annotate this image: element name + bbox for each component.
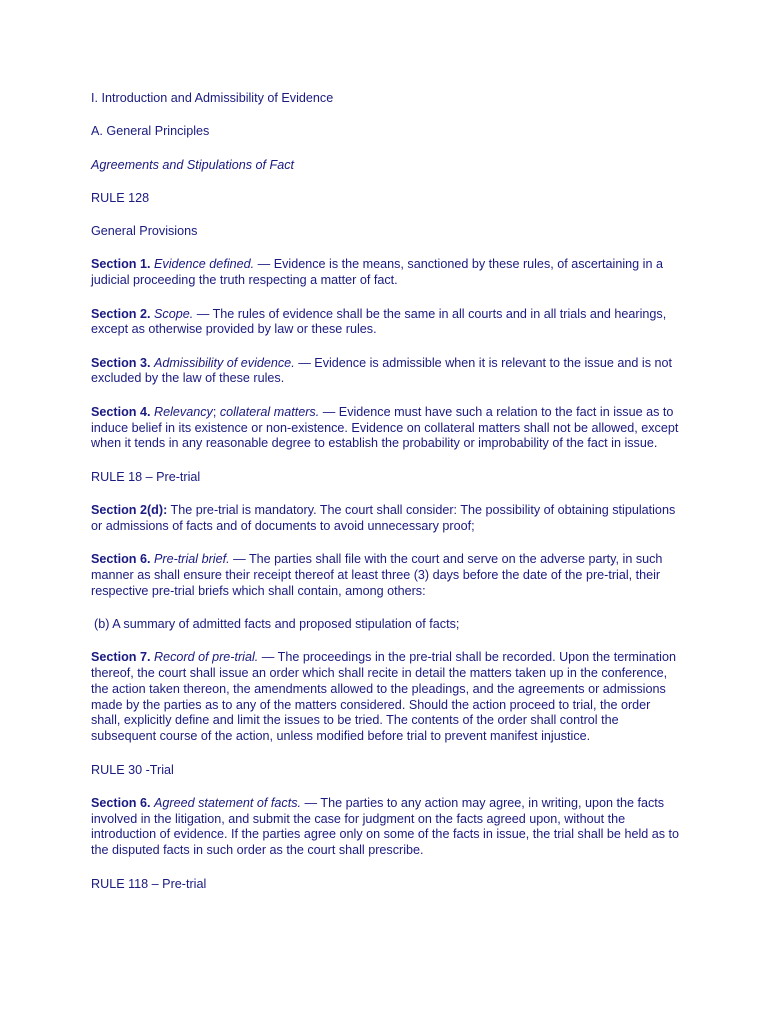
section-3-paragraph bbox=[91, 356, 681, 388]
section-title-separator: ; bbox=[212, 404, 220, 419]
section-4-paragraph bbox=[91, 405, 681, 452]
section-label: Section 1. bbox=[91, 257, 151, 272]
section-body: — The rules of evidence shall be the same in all courts and in all trials and hearings, except as otherwise provided by law or these rules. bbox=[91, 306, 667, 337]
rule-18-heading: RULE 18 – Pre-trial bbox=[91, 469, 201, 484]
section-title: Admissibility of evidence. bbox=[154, 355, 295, 370]
section-label: Section 7. bbox=[91, 650, 151, 665]
section-label: Section 2. bbox=[91, 306, 151, 321]
subheading: A. General Principles bbox=[91, 124, 210, 139]
section-label: Section 6. bbox=[91, 795, 151, 810]
section-6-brief-paragraph bbox=[91, 552, 681, 599]
section-title: Pre-trial brief. bbox=[154, 552, 230, 567]
rule-118-heading: RULE 118 – Pre-trial bbox=[91, 876, 207, 891]
section-body: — The parties shall file with the court and serve on the adverse party, in such manner as shall ensure their receipt thereof at least three (3) days before the date of the pre-trial, their respective pre-trial briefs which shall contain, among others: bbox=[91, 552, 663, 598]
section-title-collateral: collateral matters. bbox=[219, 404, 320, 419]
section-body: The pre-trial is mandatory. The court shall consider: The possibility of obtaining stipulations or admissions of facts and of documents to avoid unnecessary proof; bbox=[91, 502, 676, 533]
section-title: Evidence defined. bbox=[154, 257, 255, 272]
topic-heading: Agreements and Stipulations of Fact bbox=[91, 157, 295, 172]
section-title: Scope. bbox=[154, 306, 194, 321]
general-provisions-heading: General Provisions bbox=[91, 224, 198, 239]
rule-30-heading: RULE 30 -Trial bbox=[91, 762, 174, 777]
section-body: — Evidence is the means, sanctioned by these rules, of ascertaining in a judicial proceeding the truth respecting a matter of fact. bbox=[91, 257, 663, 288]
section-label: Section 6. bbox=[91, 552, 151, 567]
section-body: — The proceedings in the pre-trial shall be recorded. Upon the termination thereof, the court shall issue an order which shall recite in detail the matters taken up in the conference, the action taken thereon, the amendments allowed to the pleadings, and the agreements or admissions made by the parties as to any of the matters considered. Should the action proceed to trial, the order shall, explicitly define and limit the issues to be tried. The contents of the order shall control the subsequent course of the action, unless modified before trial to prevent manifest injustice. bbox=[91, 650, 676, 744]
part-heading: I. Introduction and Admissibility of Evidence bbox=[91, 91, 334, 105]
section-title-relevancy: Relevancy bbox=[154, 404, 213, 419]
section-body: — The parties to any action may agree, in writing, upon the facts involved in the litigation, and submit the case for judgment on the facts agreed upon, without the introduction of evidence. If the parties agree only on some of the facts in issue, the trial shall be held as to the disputed facts in such order as the court shall prescribe. bbox=[91, 795, 680, 858]
section-label: Section 2(d): bbox=[91, 502, 168, 517]
section-body: — Evidence must have such a relation to the fact in issue as to induce belief in its existence or non-existence. Evidence on collateral matters shall not be allowed, except when it tends in any reasonable degree to establish the probability or improbability of the fact in issue. bbox=[91, 404, 679, 451]
list-item-b: (b) A summary of admitted facts and proposed stipulation of facts; bbox=[94, 616, 460, 631]
section-1-paragraph bbox=[91, 257, 681, 289]
section-2d-paragraph bbox=[91, 503, 681, 535]
section-7-paragraph bbox=[91, 650, 681, 745]
rule-128-heading: RULE 128 bbox=[91, 190, 150, 205]
section-6-agreed-paragraph bbox=[91, 796, 681, 859]
section-body: — Evidence is admissible when it is relevant to the issue and is not excluded by the law of these rules. bbox=[91, 355, 673, 386]
section-label: Section 3. bbox=[91, 355, 151, 370]
section-title: Record of pre-trial. bbox=[154, 650, 259, 665]
section-2-paragraph bbox=[91, 307, 681, 339]
document-page bbox=[91, 91, 681, 892]
section-title: Agreed statement of facts. bbox=[154, 795, 302, 810]
section-label: Section 4. bbox=[91, 404, 151, 419]
